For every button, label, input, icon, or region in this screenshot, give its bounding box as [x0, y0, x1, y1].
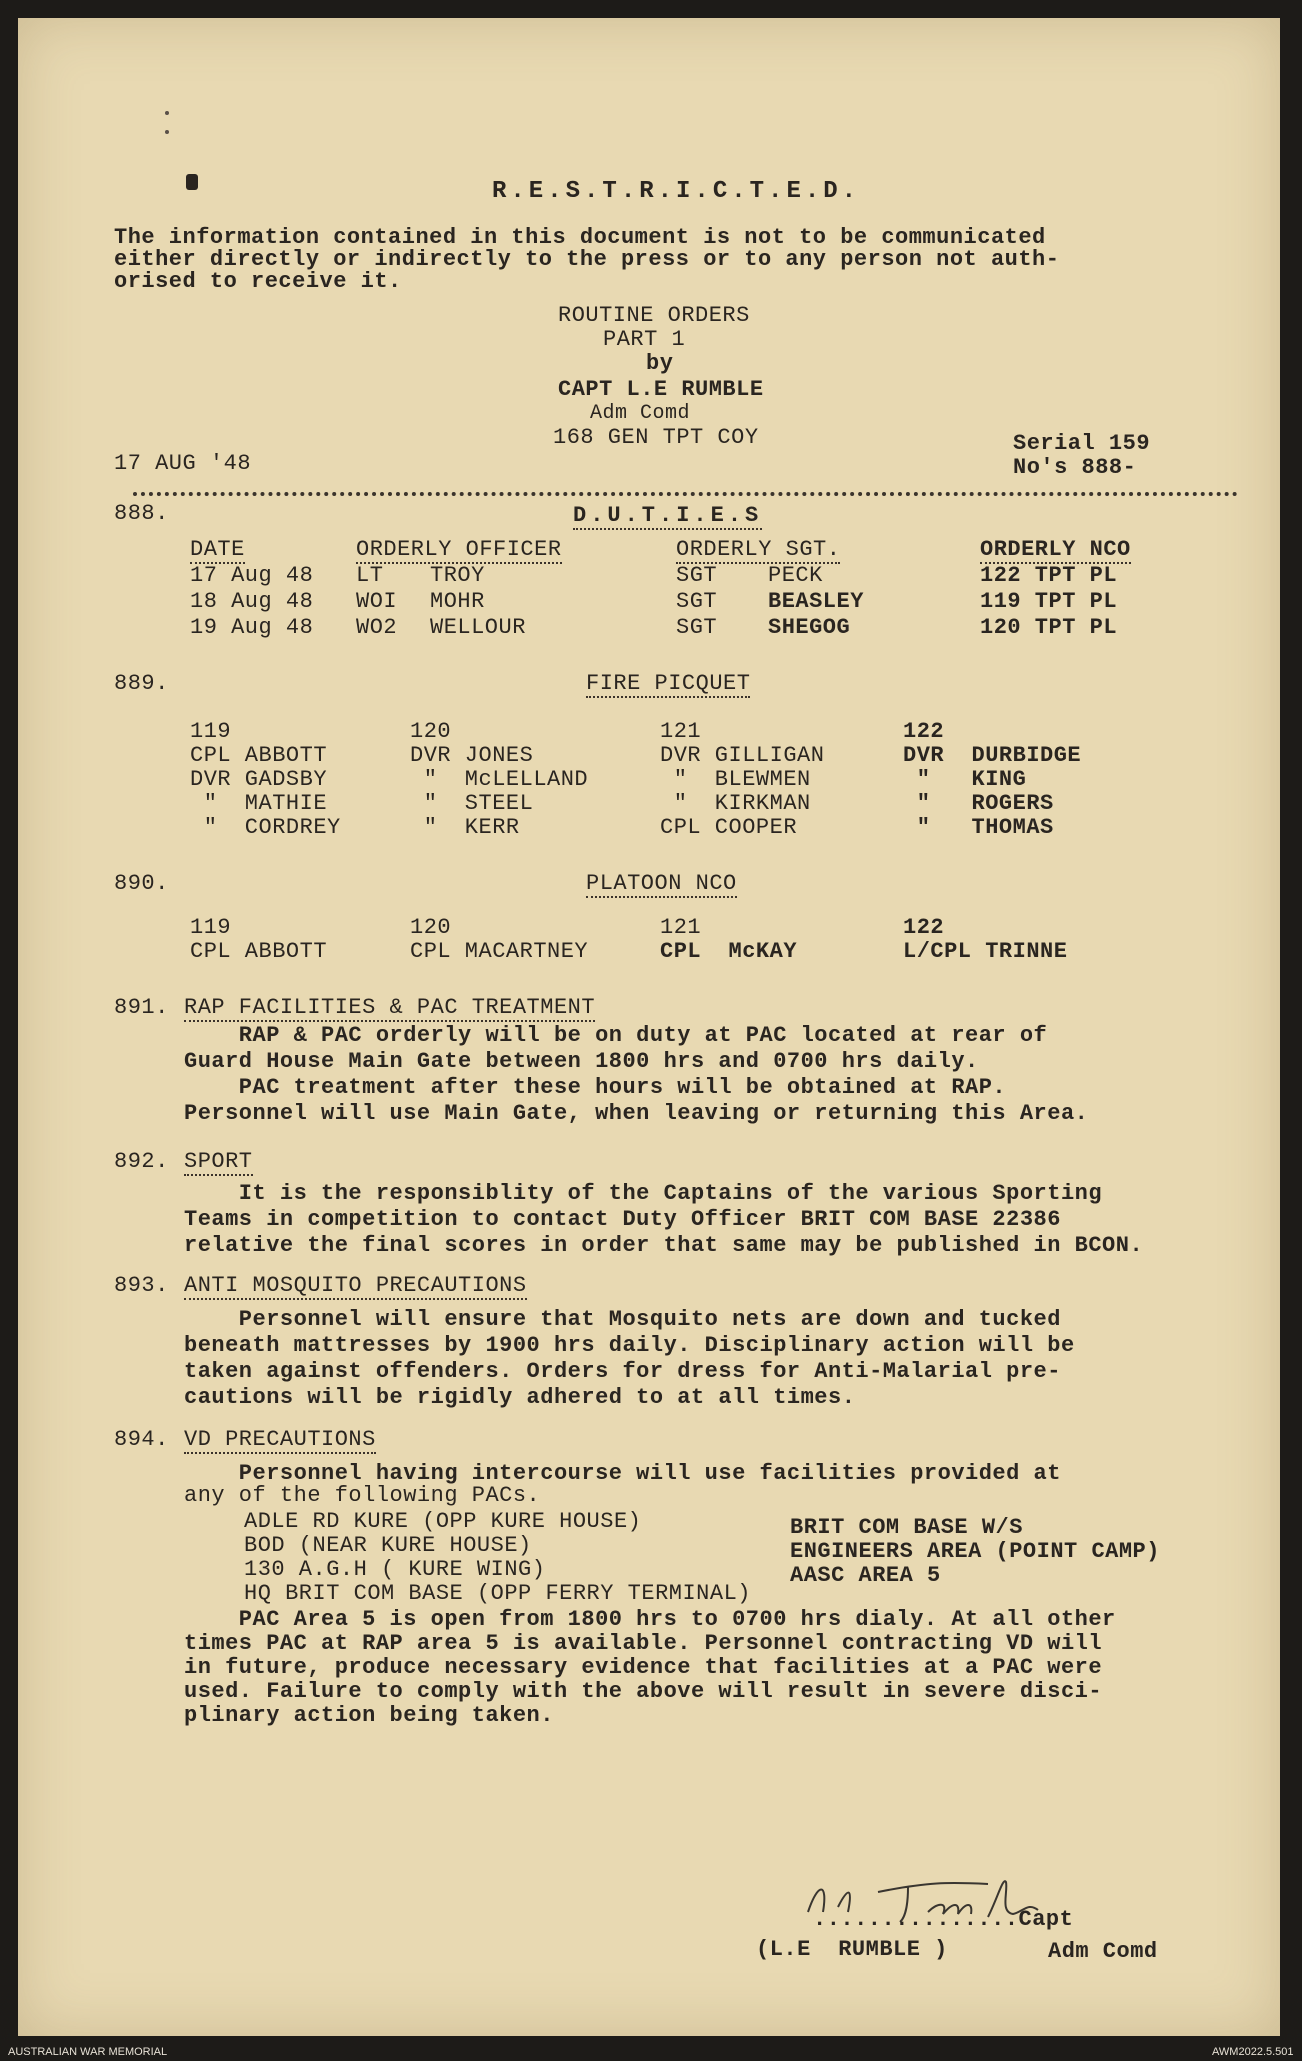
section-892-number: 892.	[114, 1149, 169, 1174]
vd-line: in future, produce necessary evidence that facilities at a PAC were	[184, 1655, 1103, 1680]
notice-line-3: orised to receive it.	[114, 269, 402, 294]
rap-heading: RAP FACILITIES & PAC TREATMENT	[184, 995, 596, 1020]
dot-mark	[165, 111, 169, 115]
duty-officer: TROY	[430, 563, 485, 588]
order-date: 17 AUG '48	[114, 451, 252, 476]
sport-line: Teams in competition to contact Duty Officer BRIT COM BASE 22386	[184, 1207, 1061, 1232]
rap-line: PAC treatment after these hours will be obtained at RAP.	[184, 1075, 1007, 1100]
separator-dots	[133, 492, 1238, 496]
col-sgt: ORDERLY SGT.	[676, 537, 841, 562]
classification: R.E.S.T.R.I.C.T.E.D.	[492, 178, 861, 205]
platoon-nco-heading: PLATOON NCO	[586, 871, 737, 896]
duty-sgt-rank: SGT	[676, 589, 718, 614]
picquet-platoon: 122	[903, 719, 945, 744]
vd-line: times PAC at RAP area 5 is available. Personnel contracting VD will	[184, 1631, 1103, 1656]
title-line-2: PART 1	[603, 327, 686, 352]
section-890-number: 890.	[114, 871, 169, 896]
duty-sgt: SHEGOG	[768, 615, 851, 640]
section-891-number: 891.	[114, 995, 169, 1020]
nco-name: CPL MACARTNEY	[410, 939, 589, 964]
duty-sgt: BEASLEY	[768, 589, 864, 614]
duty-nco: 120 TPT PL	[980, 615, 1118, 640]
picquet-member: " KERR	[410, 815, 520, 840]
duty-date: 19 Aug 48	[190, 615, 314, 640]
duty-sgt-rank: SGT	[676, 563, 718, 588]
section-889-number: 889.	[114, 671, 169, 696]
signature-rank: ...............Capt	[813, 1907, 1074, 1932]
footer-left: AUSTRALIAN WAR MEMORIAL	[8, 2046, 168, 2058]
duty-officer-rank: WOI	[356, 589, 398, 614]
mosquito-line: Personnel will ensure that Mosquito nets are down and tucked	[184, 1307, 1061, 1332]
punch-mark	[186, 174, 198, 190]
title-line-6: 168 GEN TPT COY	[553, 425, 759, 450]
mosquito-line: beneath mattresses by 1900 hrs daily. Disciplinary action will be	[184, 1333, 1075, 1358]
duty-officer-rank: WO2	[356, 615, 398, 640]
nco-platoon: 121	[660, 915, 702, 940]
pac-location: AASC AREA 5	[790, 1563, 941, 1588]
pac-location: BRIT COM BASE W/S	[790, 1515, 1023, 1540]
footer-right: AWM2022.5.501	[1212, 2046, 1294, 2058]
picquet-member: " STEEL	[410, 791, 534, 816]
pac-location: BOD (NEAR KURE HOUSE)	[244, 1533, 532, 1558]
duty-nco: 122 TPT PL	[980, 563, 1118, 588]
notice-line-2: either directly or indirectly to the press or to any person not auth-	[114, 247, 1060, 272]
pac-location: ENGINEERS AREA (POINT CAMP)	[790, 1539, 1160, 1564]
duty-sgt: PECK	[768, 563, 823, 588]
picquet-member: CPL ABBOTT	[190, 743, 328, 768]
rap-line: RAP & PAC orderly will be on duty at PAC located at rear of	[184, 1023, 1048, 1048]
document-page	[18, 18, 1280, 2036]
mosquito-line: taken against offenders. Orders for dress for Anti-Malarial pre-	[184, 1359, 1061, 1384]
signature-appointment: Adm Comd	[1048, 1939, 1158, 1964]
signature-name: (L.E RUMBLE )	[756, 1937, 948, 1962]
mosquito-line: cautions will be rigidly adhered to at all times.	[184, 1385, 856, 1410]
picquet-member: " KING	[903, 767, 1027, 792]
serial: Serial 159	[1013, 431, 1151, 456]
title-line-1: ROUTINE ORDERS	[558, 303, 750, 328]
duty-officer: WELLOUR	[430, 615, 526, 640]
vd-intro-line-1: Personnel having intercourse will use facilities provided at	[184, 1461, 1061, 1486]
picquet-member: CPL COOPER	[660, 815, 798, 840]
col-officer: ORDERLY OFFICER	[356, 537, 562, 562]
section-888-number: 888.	[114, 501, 169, 526]
serial-nos: No's 888-	[1013, 455, 1137, 480]
duty-date: 17 Aug 48	[190, 563, 314, 588]
nco-name: L/CPL TRINNE	[903, 939, 1068, 964]
col-date: DATE	[190, 537, 245, 562]
rap-line: Personnel will use Main Gate, when leaving or returning this Area.	[184, 1101, 1089, 1126]
nco-name: CPL ABBOTT	[190, 939, 328, 964]
picquet-member: " BLEWMEN	[660, 767, 811, 792]
title-line-3: by	[646, 351, 674, 376]
picquet-member: " ROGERS	[903, 791, 1054, 816]
picquet-member: " CORDREY	[190, 815, 341, 840]
picquet-member: DVR GADSBY	[190, 767, 328, 792]
section-893-number: 893.	[114, 1273, 169, 1298]
pac-location: HQ BRIT COM BASE (OPP FERRY TERMINAL)	[244, 1581, 751, 1606]
picquet-member: " THOMAS	[903, 815, 1054, 840]
picquet-member: " McLELLAND	[410, 767, 589, 792]
duty-officer-rank: LT	[356, 563, 384, 588]
picquet-member: DVR GILLIGAN	[660, 743, 825, 768]
duty-date: 18 Aug 48	[190, 589, 314, 614]
fire-picquet-heading: FIRE PICQUET	[586, 671, 751, 696]
picquet-member: DVR DURBIDGE	[903, 743, 1082, 768]
vd-heading: VD PRECAUTIONS	[184, 1427, 376, 1452]
section-894-number: 894.	[114, 1427, 169, 1452]
duty-nco: 119 TPT PL	[980, 589, 1118, 614]
duty-sgt-rank: SGT	[676, 615, 718, 640]
picquet-platoon: 119	[190, 719, 232, 744]
nco-platoon: 120	[410, 915, 452, 940]
sport-line: relative the final scores in order that same may be published in BCON.	[184, 1233, 1144, 1258]
nco-platoon: 119	[190, 915, 232, 940]
vd-line: plinary action being taken.	[184, 1703, 554, 1728]
pac-location: ADLE RD KURE (OPP KURE HOUSE)	[244, 1509, 642, 1534]
nco-name: CPL McKAY	[660, 939, 798, 964]
picquet-member: " KIRKMAN	[660, 791, 811, 816]
picquet-platoon: 121	[660, 719, 702, 744]
picquet-platoon: 120	[410, 719, 452, 744]
title-line-5: Adm Comd	[590, 402, 691, 425]
mosquito-heading: ANTI MOSQUITO PRECAUTIONS	[184, 1273, 527, 1298]
vd-intro-line-2: any of the following PACs.	[184, 1483, 541, 1508]
notice-line-1: The information contained in this document is not to be communicated	[114, 225, 1046, 250]
nco-platoon: 122	[903, 915, 945, 940]
dot-mark	[165, 130, 169, 134]
sport-heading: SPORT	[184, 1149, 253, 1174]
picquet-member: DVR JONES	[410, 743, 534, 768]
duty-officer: MOHR	[430, 589, 485, 614]
pac-location: 130 A.G.H ( KURE WING)	[244, 1557, 546, 1582]
title-line-4: CAPT L.E RUMBLE	[558, 377, 764, 402]
sport-line: It is the responsiblity of the Captains of the various Sporting	[184, 1181, 1103, 1206]
col-nco: ORDERLY NCO	[980, 537, 1131, 562]
rap-line: Guard House Main Gate between 1800 hrs and 0700 hrs daily.	[184, 1049, 979, 1074]
vd-line: PAC Area 5 is open from 1800 hrs to 0700 hrs dialy. At all other	[184, 1607, 1116, 1632]
picquet-member: " MATHIE	[190, 791, 328, 816]
vd-line: used. Failure to comply with the above will result in severe disci-	[184, 1679, 1103, 1704]
duties-heading: D.U.T.I.E.S	[573, 503, 763, 528]
